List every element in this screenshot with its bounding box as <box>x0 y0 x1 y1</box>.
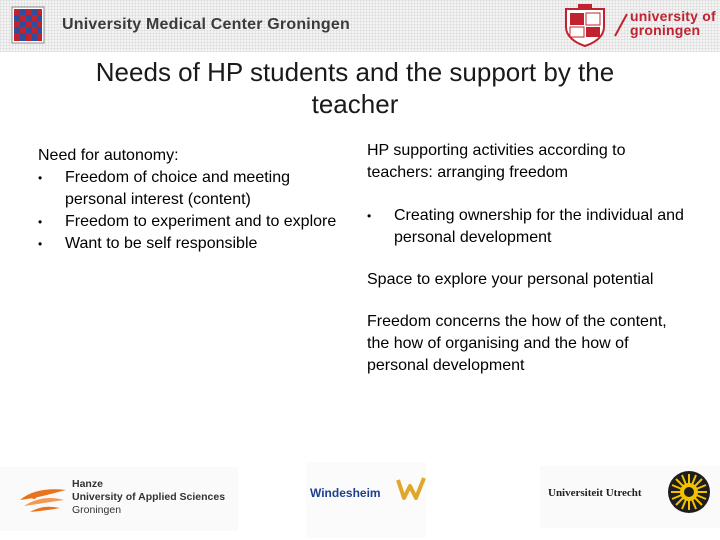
rug-wordmark-line1: university of <box>630 8 716 24</box>
utrecht-sun-icon <box>666 469 712 515</box>
left-bullet-list <box>38 167 338 255</box>
bullet-glyph: • <box>38 237 43 251</box>
right-column <box>367 140 687 377</box>
hanze-wordmark <box>72 478 225 517</box>
list-item-text: Freedom to experiment and to explore <box>65 213 337 230</box>
left-column <box>38 145 338 255</box>
bullet-glyph: • <box>38 215 43 229</box>
list-item <box>38 211 338 233</box>
windesheim-wordmark: Windesheim <box>310 486 381 500</box>
list-item <box>38 233 338 255</box>
right-heading: HP supporting activities according to teachers: arranging freedom <box>367 142 626 181</box>
header-bar <box>0 0 720 52</box>
right-paragraph: Space to explore your personal potential <box>367 271 654 288</box>
slide-title: Needs of HP students and the support by the teacher <box>95 57 615 119</box>
rug-wordmark <box>630 9 716 37</box>
footer-logos <box>0 462 720 540</box>
right-paragraph: Freedom concerns the how of the content, the how of organising and the how of personal development <box>367 313 667 374</box>
list-item <box>38 167 338 211</box>
left-heading: Need for autonomy: <box>38 147 179 164</box>
spacer <box>367 291 687 311</box>
umcg-logo-icon <box>8 3 48 47</box>
rug-slash-icon <box>612 12 630 38</box>
list-item-text: Freedom of choice and meeting personal interest (content) <box>65 169 291 208</box>
right-bullet-list <box>367 205 687 249</box>
list-item-text: Creating ownership for the individual and personal development <box>394 207 684 246</box>
list-item-text: Want to be self responsible <box>65 235 258 252</box>
umcg-name: University Medical Center Groningen <box>62 16 350 33</box>
hanze-flame-icon <box>14 474 70 520</box>
windesheim-w-icon <box>396 476 426 502</box>
spacer <box>367 184 687 205</box>
bullet-glyph: • <box>367 209 372 223</box>
spacer <box>367 249 687 269</box>
rug-wordmark-line2: groningen <box>630 22 701 38</box>
utrecht-wordmark: Universiteit Utrecht <box>548 487 642 499</box>
rug-crest-icon <box>562 3 608 47</box>
hanze-line1: Hanze <box>72 478 103 490</box>
list-item <box>367 205 687 249</box>
hanze-line2: University of Applied Sciences <box>72 491 226 503</box>
hanze-line3: Groningen <box>72 504 122 516</box>
bullet-glyph: • <box>38 171 43 185</box>
